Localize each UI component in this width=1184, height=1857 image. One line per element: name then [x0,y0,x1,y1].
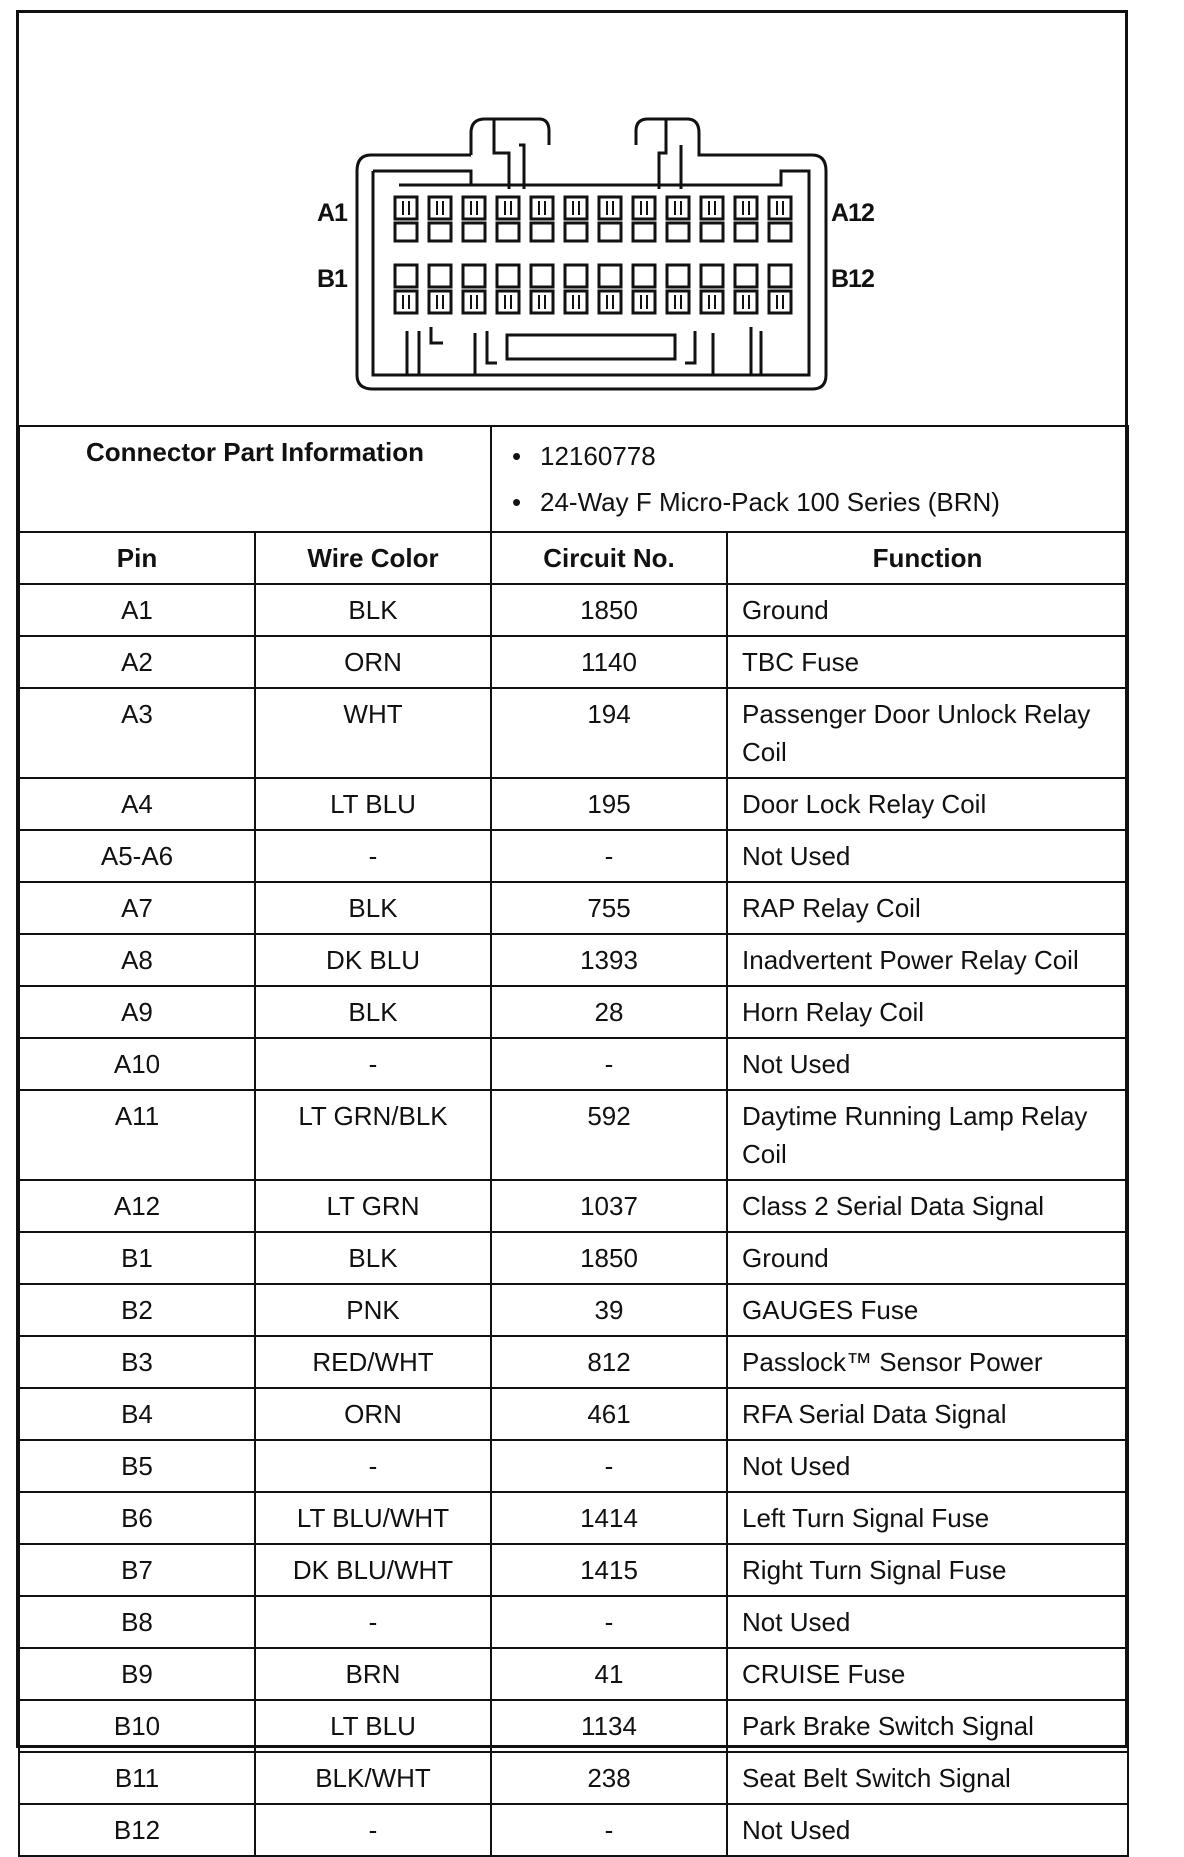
table-row [19,778,1128,830]
pin-cell: A9 [19,986,255,1038]
wire-color-cell: DK BLU/WHT [255,1544,491,1596]
wire-color-cell: - [255,1440,491,1492]
function-cell: RFA Serial Data Signal [727,1388,1128,1440]
part-info-title: Connector Part Information [19,426,491,532]
pin-cell: B4 [19,1388,255,1440]
label-b12: B12 [831,265,874,293]
function-cell: GAUGES Fuse [727,1284,1128,1336]
header-function: Function [727,532,1128,584]
table-row [19,1038,1128,1090]
circuit-no-cell: 28 [491,986,727,1038]
header-pin: Pin [19,532,255,584]
wire-color-cell: BLK [255,882,491,934]
wire-color-cell: LT GRN [255,1180,491,1232]
function-cell: Not Used [727,1596,1128,1648]
connector-sheet [16,10,1128,1845]
header-wire-color: Wire Color [255,532,491,584]
function-cell: TBC Fuse [727,636,1128,688]
circuit-no-cell: 1850 [491,584,727,636]
table-row [19,1544,1128,1596]
table-row [19,882,1128,934]
wire-color-cell: BLK/WHT [255,1752,491,1804]
pin-cell: B5 [19,1440,255,1492]
connector-face-drawing [19,13,1125,427]
pin-cell: B1 [19,1232,255,1284]
row-b-cavities [395,265,791,313]
function-cell: Passenger Door Unlock Relay Coil [727,688,1128,778]
function-cell: Door Lock Relay Coil [727,778,1128,830]
label-b1: B1 [317,265,347,293]
table-row [19,986,1128,1038]
wire-color-cell: BRN [255,1648,491,1700]
pinout-table [18,425,1129,1857]
function-cell: Inadvertent Power Relay Coil [727,934,1128,986]
pin-cell: A11 [19,1090,255,1180]
circuit-no-cell: 194 [491,688,727,778]
wire-color-cell: LT BLU [255,1700,491,1752]
circuit-no-cell: 41 [491,1648,727,1700]
wire-color-cell: LT BLU/WHT [255,1492,491,1544]
table-row [19,1752,1128,1804]
function-cell: Ground [727,584,1128,636]
table-row [19,1648,1128,1700]
connector-diagram [19,13,1125,427]
table-row [19,1232,1128,1284]
circuit-no-cell: - [491,1038,727,1090]
circuit-no-cell: - [491,1804,727,1856]
wire-color-cell: - [255,1804,491,1856]
pin-cell: A5-A6 [19,830,255,882]
circuit-no-cell: 1393 [491,934,727,986]
table-row [19,584,1128,636]
pinout-rows [19,584,1128,1856]
function-cell: Right Turn Signal Fuse [727,1544,1128,1596]
pin-cell: A1 [19,584,255,636]
function-cell: Ground [727,1232,1128,1284]
wire-color-cell: ORN [255,636,491,688]
pin-cell: A7 [19,882,255,934]
row-a-cavities [395,197,791,241]
circuit-no-cell: 39 [491,1284,727,1336]
table-row [19,934,1128,986]
table-row [19,1700,1128,1752]
wire-color-cell: WHT [255,688,491,778]
pin-cell: B6 [19,1492,255,1544]
circuit-no-cell: 1414 [491,1492,727,1544]
wire-color-cell: ORN [255,1388,491,1440]
part-description: • 24-Way F Micro-Pack 100 Series (BRN) [506,479,1113,525]
wire-color-cell: LT BLU [255,778,491,830]
wire-color-cell: BLK [255,584,491,636]
wire-color-cell: - [255,830,491,882]
circuit-no-cell: 1134 [491,1700,727,1752]
pin-cell: B2 [19,1284,255,1336]
function-cell: CRUISE Fuse [727,1648,1128,1700]
table-row [19,830,1128,882]
function-cell: Horn Relay Coil [727,986,1128,1038]
circuit-no-cell: 461 [491,1388,727,1440]
function-cell: Not Used [727,830,1128,882]
function-cell: Left Turn Signal Fuse [727,1492,1128,1544]
circuit-no-cell: 1850 [491,1232,727,1284]
table-row [19,1336,1128,1388]
table-row [19,1090,1128,1180]
function-cell: Seat Belt Switch Signal [727,1752,1128,1804]
pin-cell: B10 [19,1700,255,1752]
circuit-no-cell: - [491,1596,727,1648]
wire-color-cell: RED/WHT [255,1336,491,1388]
part-number: • 12160778 [506,433,1113,479]
table-row [19,636,1128,688]
pin-cell: A2 [19,636,255,688]
circuit-no-cell: 592 [491,1090,727,1180]
circuit-no-cell: 1140 [491,636,727,688]
function-cell: Class 2 Serial Data Signal [727,1180,1128,1232]
pin-cell: A10 [19,1038,255,1090]
function-cell: Park Brake Switch Signal [727,1700,1128,1752]
label-a1: A1 [317,199,347,227]
function-cell: Passlock™ Sensor Power [727,1336,1128,1388]
part-info-row [19,426,1128,532]
table-row [19,1180,1128,1232]
circuit-no-cell: - [491,830,727,882]
wire-color-cell: - [255,1038,491,1090]
pin-cell: B11 [19,1752,255,1804]
circuit-no-cell: 1037 [491,1180,727,1232]
function-cell: Not Used [727,1804,1128,1856]
pin-cell: B8 [19,1596,255,1648]
circuit-no-cell: 195 [491,778,727,830]
circuit-no-cell: 755 [491,882,727,934]
function-cell: Not Used [727,1440,1128,1492]
pin-cell: A8 [19,934,255,986]
circuit-no-cell: 1415 [491,1544,727,1596]
header-circuit-no: Circuit No. [491,532,727,584]
table-row [19,1492,1128,1544]
function-cell: RAP Relay Coil [727,882,1128,934]
wire-color-cell: LT GRN/BLK [255,1090,491,1180]
pin-cell: B12 [19,1804,255,1856]
circuit-no-cell: - [491,1440,727,1492]
wire-color-cell: - [255,1596,491,1648]
pin-cell: A3 [19,688,255,778]
table-header-row [19,532,1128,584]
table-row [19,1440,1128,1492]
wire-color-cell: DK BLU [255,934,491,986]
table-row [19,1284,1128,1336]
circuit-no-cell: 238 [491,1752,727,1804]
pin-cell: B7 [19,1544,255,1596]
pin-cell: B3 [19,1336,255,1388]
table-row [19,1804,1128,1856]
table-row [19,688,1128,778]
wire-color-cell: BLK [255,986,491,1038]
function-cell: Not Used [727,1038,1128,1090]
part-info-values [491,426,1128,532]
function-cell: Daytime Running Lamp Relay Coil [727,1090,1128,1180]
table-row [19,1596,1128,1648]
wire-color-cell: BLK [255,1232,491,1284]
label-a12: A12 [831,199,874,227]
circuit-no-cell: 812 [491,1336,727,1388]
pin-cell: A4 [19,778,255,830]
wire-color-cell: PNK [255,1284,491,1336]
pin-cell: A12 [19,1180,255,1232]
table-row [19,1388,1128,1440]
pin-cell: B9 [19,1648,255,1700]
